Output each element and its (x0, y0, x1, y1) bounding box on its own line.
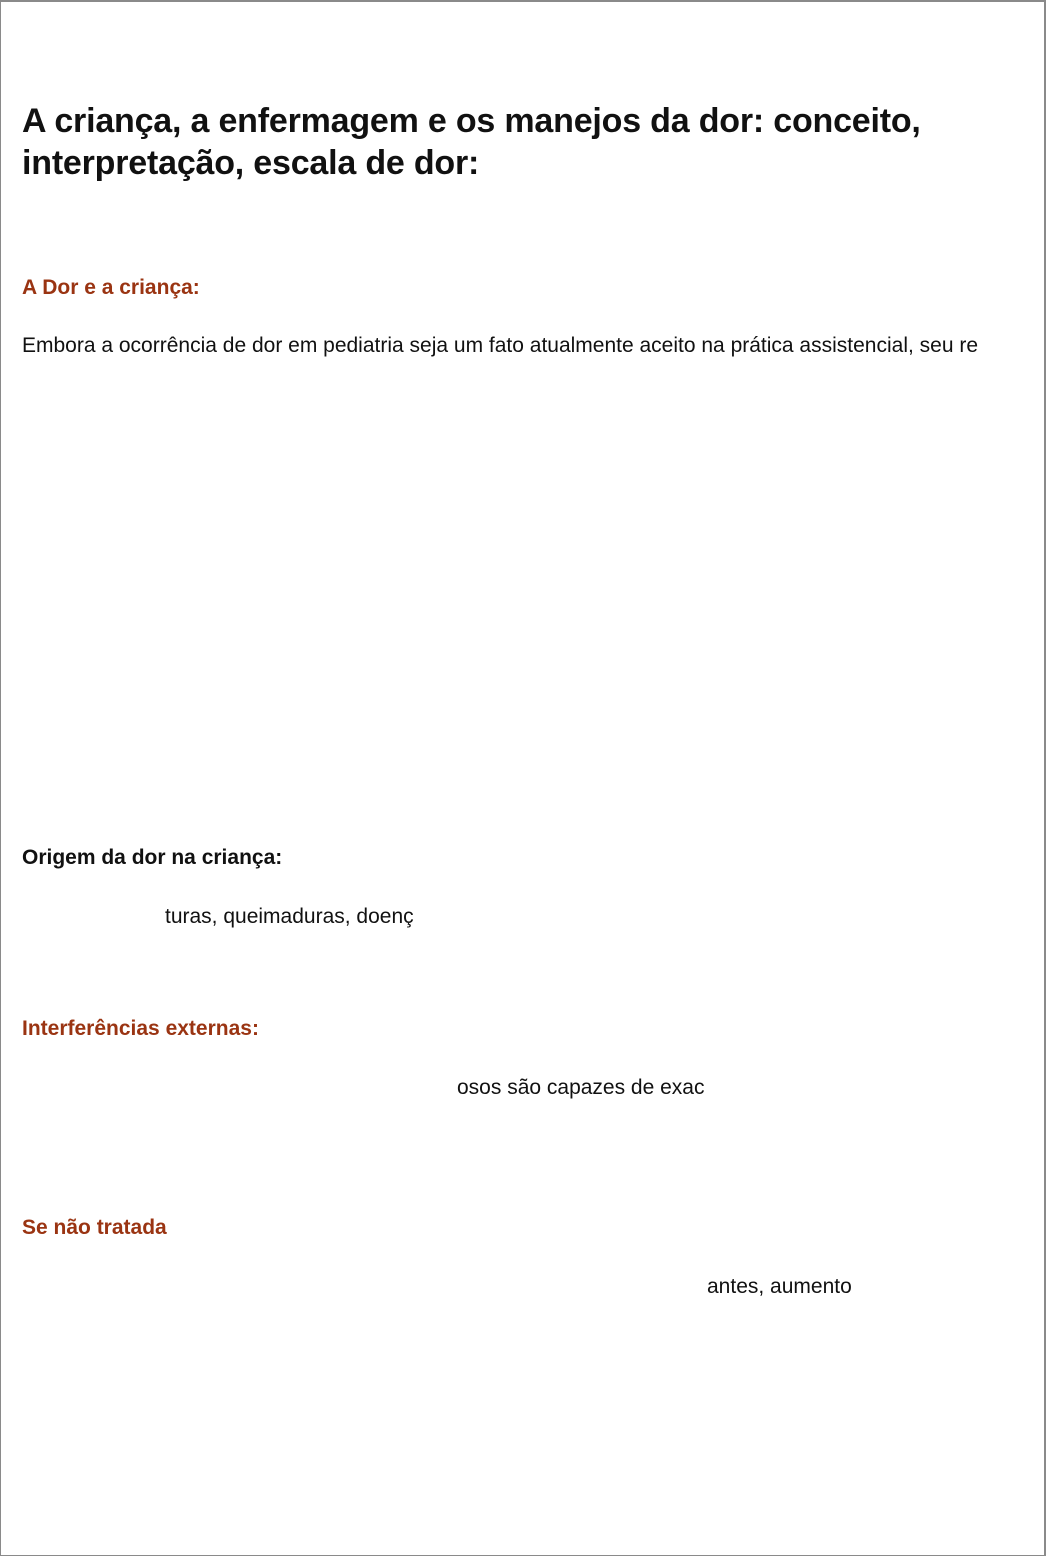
section-text-origem-dor: turas, queimaduras, doenç (165, 905, 414, 928)
section-text-nao-tratada: antes, aumento (707, 1275, 852, 1298)
section-heading-origem-dor: Origem da dor na criança: (22, 846, 283, 869)
section-heading-interferencias: Interferências externas: (22, 1017, 259, 1040)
section-heading-nao-tratada: Se não tratada (22, 1216, 167, 1239)
section-text-dor-crianca: Embora a ocorrência de dor em pediatria seja um fato atualmente aceito na prática assistencial, seu re (22, 334, 979, 357)
page-title: A criança, a enfermagem e os manejos da dor: conceito, interpretação, escala de dor: (22, 102, 921, 182)
section-text-interferencias: osos são capazes de exac (457, 1076, 705, 1099)
section-heading-dor-crianca: A Dor e a criança: (22, 276, 200, 299)
